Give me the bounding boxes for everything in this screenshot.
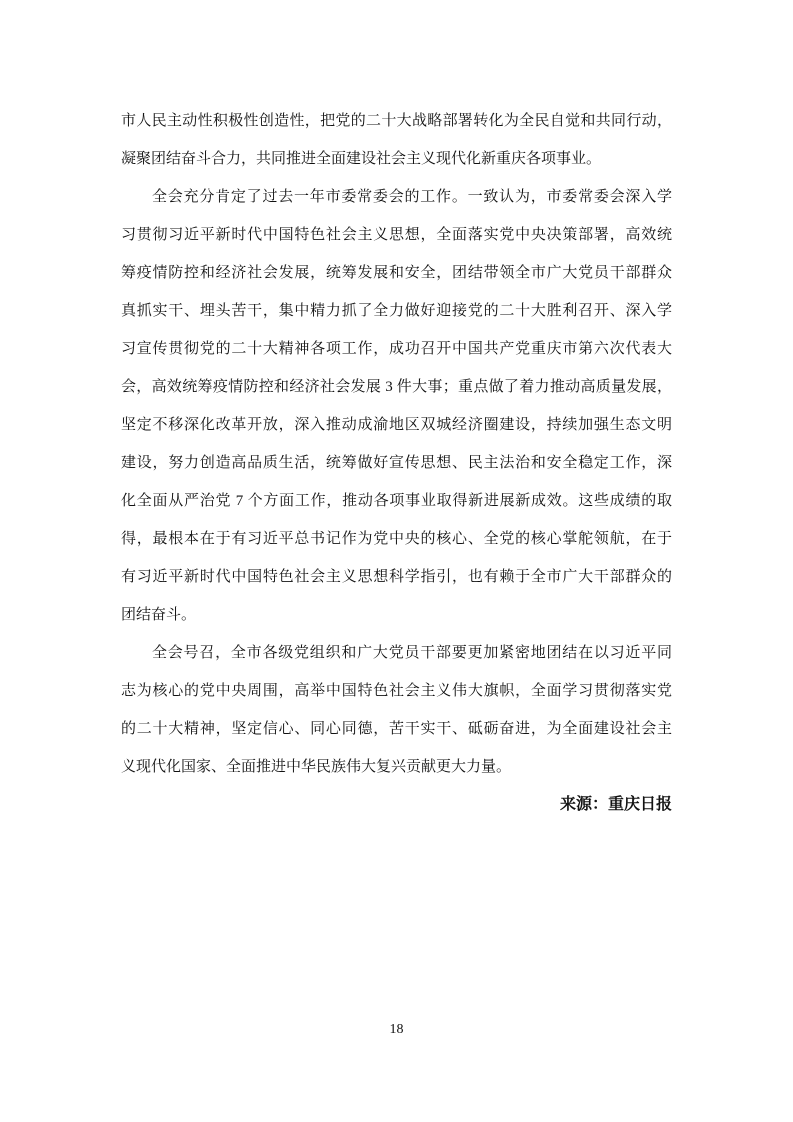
text-line: 全会充分肯定了过去一年市委常委会的工作。一致认为，市委常委会深入学 — [152, 189, 672, 205]
text-line: 会，高效统筹疫情防控和经济社会发展 3 件大事；重点做了着力推动高质量发展， — [121, 379, 672, 395]
text-line: 义现代化国家、全面推进中华民族伟大复兴贡献更大力量。 — [121, 759, 512, 775]
text-line: 化全面从严治党 7 个方面工作，推动各项事业取得新进展新成效。这些成绩的取 — [121, 493, 672, 509]
text-line: 志为核心的党中央周围，高举中国特色社会主义伟大旗帜，全面学习贯彻落实党 — [121, 683, 672, 699]
text-line: 筹疫情防控和经济社会发展，统筹发展和安全，团结带领全市广大党员干部群众 — [121, 265, 672, 281]
text-line: 习贯彻习近平新时代中国特色社会主义思想，全面落实党中央决策部署，高效统 — [121, 227, 672, 243]
source-attribution: 来源：重庆日报 — [559, 796, 672, 813]
page-number: 18 — [389, 1022, 404, 1037]
paragraph — [121, 102, 672, 178]
text-line: 真抓实干、埋头苦干，集中精力抓了全力做好迎接党的二十大胜利召开、深入学 — [121, 303, 672, 319]
text-line: 凝聚团结奋斗合力，共同推进全面建设社会主义现代化新重庆各项事业。 — [121, 151, 602, 167]
text-line: 市人民主动性积极性创造性，把党的二十大战略部署转化为全民自觉和共同行动， — [121, 113, 672, 129]
text-line: 全会号召，全市各级党组织和广大党员干部要更加紧密地团结在以习近平同 — [152, 645, 672, 661]
text-line: 习宣传贯彻党的二十大精神各项工作，成功召开中国共产党重庆市第六次代表大 — [121, 341, 672, 357]
text-line: 有习近平新时代中国特色社会主义思想科学指引，也有赖于全市广大干部群众的 — [121, 569, 672, 585]
text-line: 建设，努力创造高品质生活，统筹做好宣传思想、民主法治和安全稳定工作，深 — [121, 455, 672, 471]
document-body — [121, 102, 672, 824]
paragraph — [121, 634, 672, 786]
paragraph — [121, 178, 672, 634]
text-line: 得，最根本在于有习近平总书记作为党中央的核心、全党的核心掌舵领航，在于 — [121, 531, 672, 547]
text-line: 团结奋斗。 — [121, 607, 197, 623]
text-line: 坚定不移深化改革开放，深入推动成渝地区双城经济圈建设，持续加强生态文明 — [121, 417, 672, 433]
paragraphs-container — [121, 102, 672, 786]
text-line: 的二十大精神，坚定信心、同心同德，苦干实干、砥砺奋进，为全面建设社会主 — [121, 721, 672, 737]
